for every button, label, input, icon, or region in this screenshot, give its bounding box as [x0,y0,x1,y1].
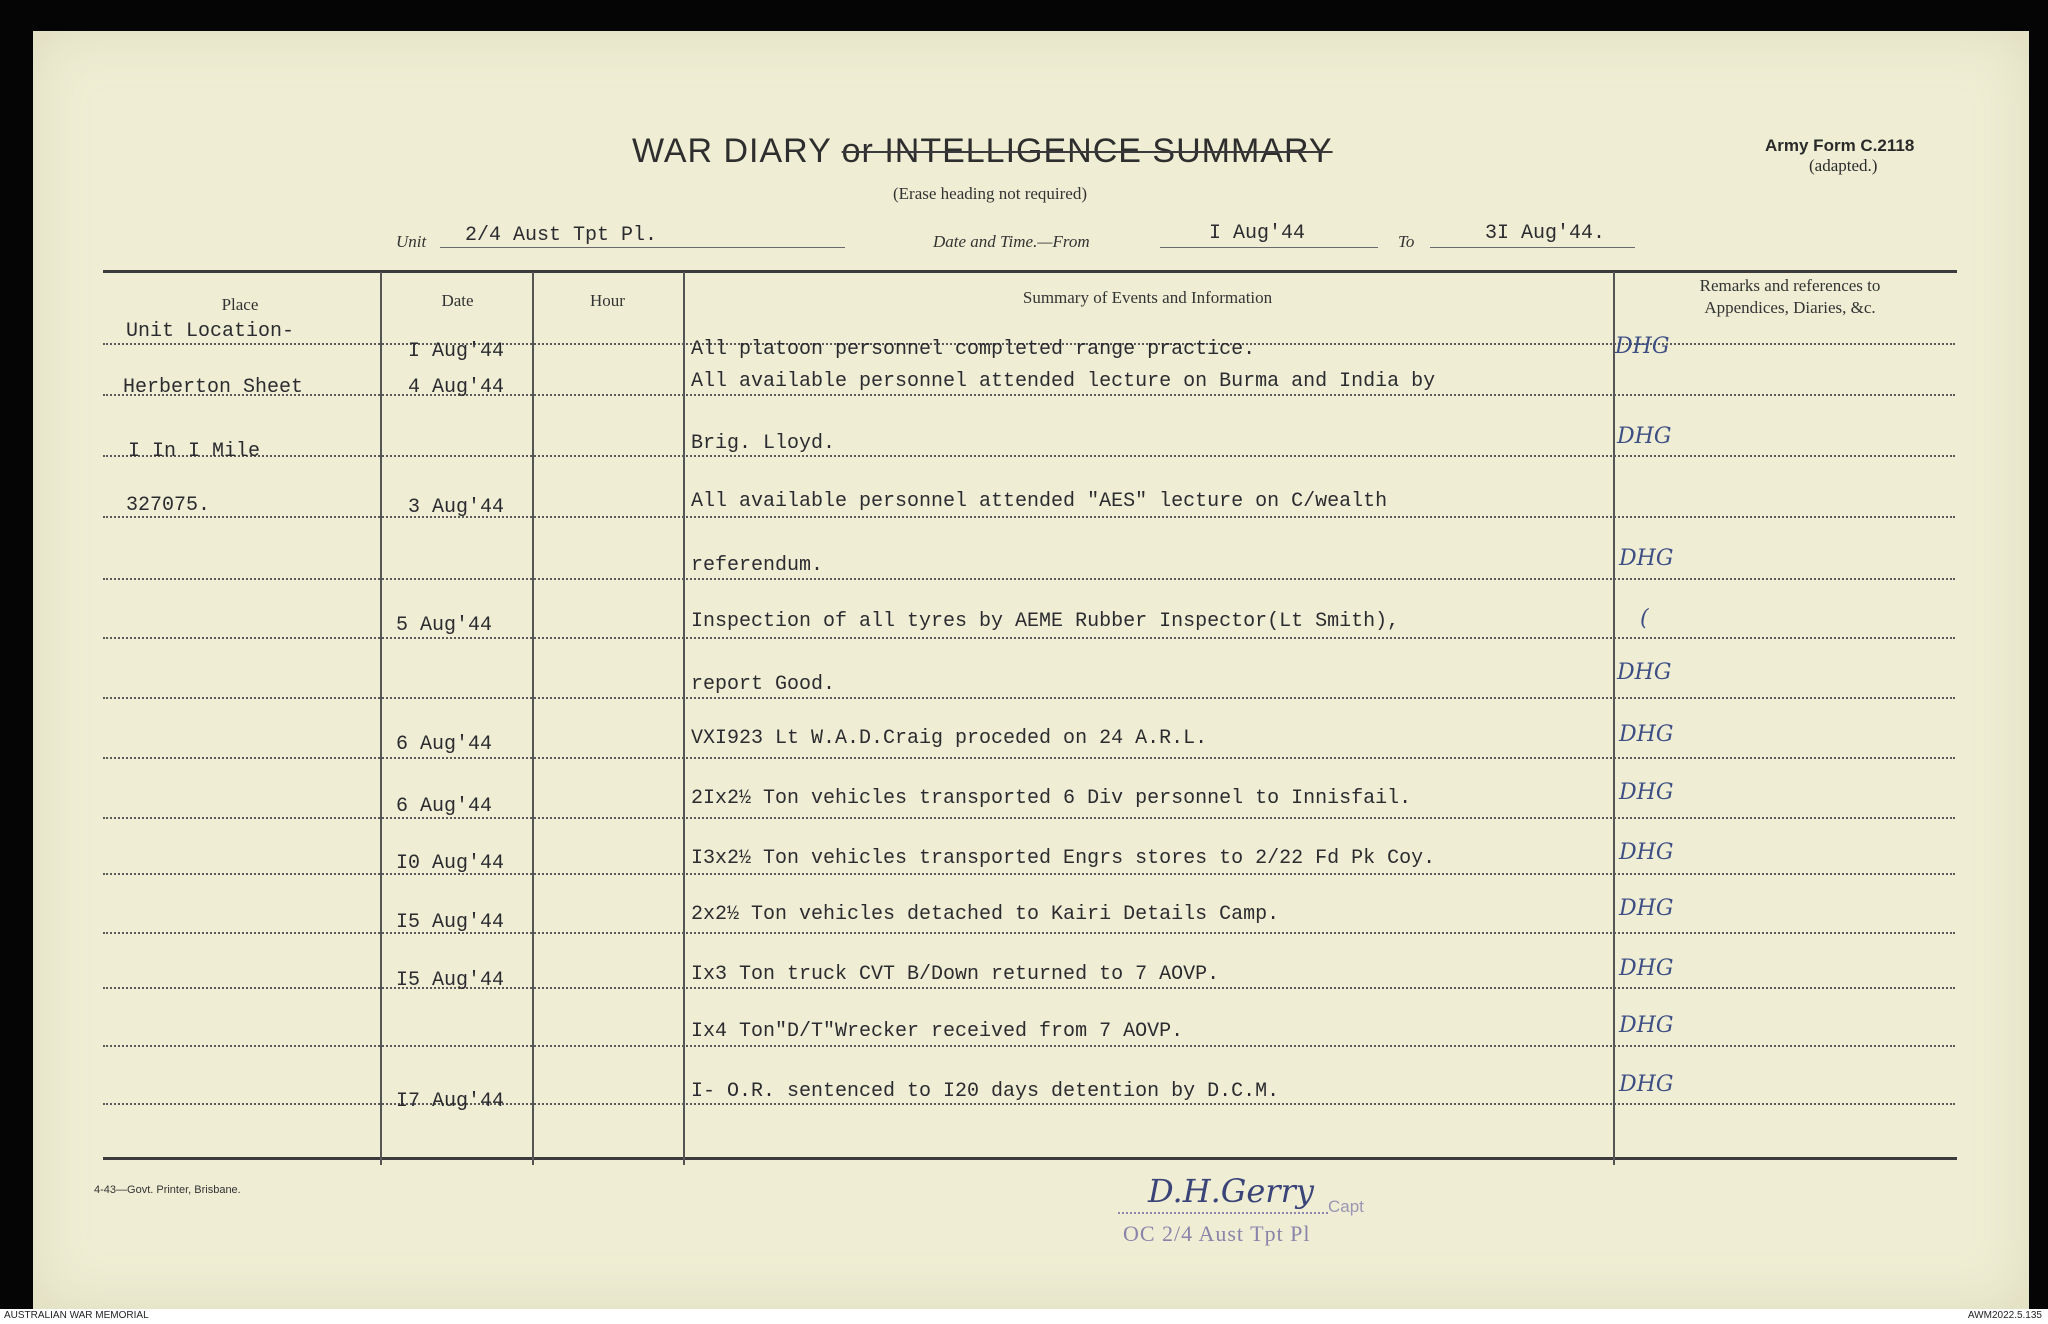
entry-date: I Aug'44 [408,340,505,363]
rule-line [103,817,1955,819]
place-entry: 327075. [126,494,211,517]
entry-summary: Ix4 Ton"D/T"Wrecker received from 7 AOVP. [691,1020,1184,1043]
rule-line [103,873,1955,875]
archive-name: AUSTRALIAN WAR MEMORIAL [4,1310,149,1321]
title-struck: or INTELLIGENCE SUMMARY [841,132,1333,170]
entry-summary: I- O.R. sentenced to I20 days detention by D.C.M. [691,1080,1280,1103]
entry-summary: All available personnel attended "AES" lecture on C/wealth [691,490,1388,513]
entry-summary: VXI923 Lt W.A.D.Craig proceded on 24 A.R.L. [691,727,1208,750]
column-divider-date [532,272,534,1165]
date-from: I Aug'44 [1209,222,1306,245]
unit-label: Unit [396,232,427,251]
rule-line [103,1103,1955,1105]
remarks-initials: DHG [1619,1013,1674,1038]
entry-summary: report Good. [691,673,836,696]
remarks-initials: DHG [1619,896,1674,921]
unit-stamp: OC 2/4 Aust Tpt Pl [1123,1221,1311,1246]
unit-underline [440,247,845,248]
column-header-remarks-2: Appendices, Diaries, &c. [1704,298,1876,317]
entry-date: 3 Aug'44 [408,496,505,519]
rule-line [103,455,1955,457]
remarks-initials: DHG [1619,780,1674,805]
entry-summary: Brig. Lloyd. [691,432,836,455]
signature-rank: Capt [1328,1197,1364,1216]
printer-note: 4-43—Govt. Printer, Brisbane. [94,1184,241,1196]
place-entry: Herberton Sheet [123,376,304,399]
rule-line [103,697,1955,699]
remarks-initials: DHG [1619,956,1674,981]
column-divider-hour [683,272,685,1165]
to-label: To [1398,232,1415,251]
column-divider-place [380,272,382,1165]
page-title [632,132,1333,171]
entry-date: 6 Aug'44 [396,733,493,756]
entry-summary: All platoon personnel completed range practice. [691,338,1256,361]
column-header-summary: Summary of Events and Information [1022,288,1273,307]
signature-line [1118,1212,1328,1214]
rule-line [103,932,1955,934]
unit-value: 2/4 Aust Tpt Pl. [465,224,658,247]
column-divider-summary [1613,272,1615,1165]
remarks-initials: DHG [1617,424,1672,449]
entry-summary: All available personnel attended lecture on Burma and India by [691,370,1436,393]
rule-line [103,394,1955,396]
date-from-underline [1160,247,1378,248]
entry-date: 4 Aug'44 [408,376,505,399]
archive-strip [0,1309,2048,1324]
rule-line [103,516,1955,518]
date-to-underline [1430,247,1635,248]
entry-date: 5 Aug'44 [396,614,493,637]
subtitle: (Erase heading not required) [893,184,1087,203]
rule-line [103,987,1955,989]
remarks-initials: DHG [1615,334,1670,359]
entry-date: I7 Aug'44 [396,1090,505,1113]
diary-page [33,31,2029,1309]
archive-ref: AWM2022.5.135 [1967,1310,2042,1321]
entry-summary: Ix3 Ton truck CVT B/Down returned to 7 AOVP. [691,963,1220,986]
remarks-initials: DHG [1617,660,1672,685]
remarks-initials: DHG [1619,722,1674,747]
column-header-remarks-1: Remarks and references to [1699,276,1881,295]
rule-line [103,637,1955,639]
rule-line [103,578,1955,580]
remarks-initials: ( [1640,606,1649,631]
form-adapted: (adapted.) [1809,156,1878,175]
entry-summary: referendum. [691,554,824,577]
entry-date: I0 Aug'44 [396,852,505,875]
date-label: Date and Time.—From [933,232,1090,251]
remarks-initials: DHG [1619,1072,1674,1097]
title-main: WAR DIARY [632,132,832,170]
column-header-place: Place [221,295,259,314]
date-to: 3I Aug'44. [1485,222,1606,245]
column-header-hour: Hour [590,291,625,310]
entry-date: I5 Aug'44 [396,969,505,992]
entry-summary: 2x2½ Ton vehicles detached to Kairi Details Camp. [691,903,1280,926]
remarks-initials: DHG [1619,840,1674,865]
entry-summary: I3x2½ Ton vehicles transported Engrs stores to 2/22 Fd Pk Coy. [691,847,1436,870]
entry-summary: 2Ix2½ Ton vehicles transported 6 Div personnel to Innisfail. [691,787,1412,810]
entry-summary: Inspection of all tyres by AEME Rubber Inspector(Lt Smith), [691,610,1400,633]
signature: D.H.Gerry [1148,1172,1314,1210]
entry-date: I5 Aug'44 [396,911,505,934]
form-code: Army Form C.2118 [1765,136,1915,155]
place-entry: I In I Mile [128,440,261,463]
place-entry: Unit Location- [126,320,295,343]
rule-line [103,1045,1955,1047]
column-header-date: Date [441,291,474,310]
entry-date: 6 Aug'44 [396,795,493,818]
rule-line [103,757,1955,759]
remarks-initials: DHG [1619,546,1674,571]
